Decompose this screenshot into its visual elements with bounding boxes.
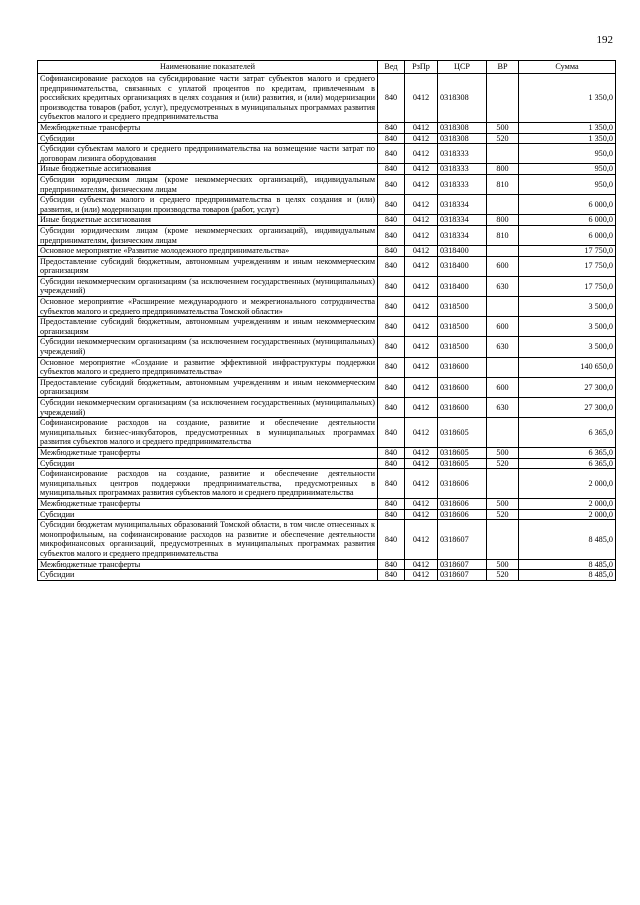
table-row [38, 317, 616, 337]
row-ved-cell: 840 [378, 215, 405, 226]
row-csr-cell: 0318308 [438, 133, 487, 144]
row-name-cell: Субсидии [38, 458, 378, 469]
row-csr-cell: 0318400 [438, 256, 487, 276]
row-sum-cell: 6 365,0 [519, 458, 616, 469]
row-vr-cell: 520 [487, 133, 519, 144]
row-sum-cell: 6 365,0 [519, 418, 616, 448]
row-vr-cell: 520 [487, 570, 519, 581]
row-rzpr-cell: 0412 [405, 317, 438, 337]
row-vr-cell: 500 [487, 559, 519, 570]
row-sum-cell: 1 350,0 [519, 74, 616, 123]
row-vr-cell: 500 [487, 447, 519, 458]
row-sum-cell: 8 485,0 [519, 559, 616, 570]
row-vr-cell: 500 [487, 498, 519, 509]
table-row [38, 337, 616, 357]
row-rzpr-cell: 0412 [405, 215, 438, 226]
row-ved-cell: 840 [378, 225, 405, 245]
row-sum-cell: 6 000,0 [519, 225, 616, 245]
table-row [38, 447, 616, 458]
row-ved-cell: 840 [378, 337, 405, 357]
row-csr-cell: 0318500 [438, 317, 487, 337]
row-sum-cell: 6 000,0 [519, 195, 616, 215]
table-row [38, 418, 616, 448]
row-vr-cell [487, 74, 519, 123]
row-vr-cell [487, 195, 519, 215]
table-row [38, 122, 616, 133]
table-row [38, 377, 616, 397]
row-sum-cell: 950,0 [519, 174, 616, 194]
row-name-cell: Субсидии [38, 133, 378, 144]
row-csr-cell: 0318605 [438, 447, 487, 458]
row-rzpr-cell: 0412 [405, 398, 438, 418]
row-ved-cell: 840 [378, 144, 405, 164]
header-sum: Сумма [519, 61, 616, 74]
row-vr-cell: 800 [487, 215, 519, 226]
row-vr-cell [487, 418, 519, 448]
row-ved-cell: 840 [378, 297, 405, 317]
row-rzpr-cell: 0412 [405, 570, 438, 581]
row-vr-cell: 810 [487, 174, 519, 194]
row-name-cell: Межбюджетные трансферты [38, 122, 378, 133]
row-name-cell: Предоставление субсидий бюджетным, автономным учреждениям и иным некоммерческим организациям [38, 377, 378, 397]
row-rzpr-cell: 0412 [405, 164, 438, 175]
row-name-cell: Субсидии некоммерческим организациям (за исключением государственных (муниципальных) учреждений) [38, 276, 378, 296]
row-sum-cell: 950,0 [519, 144, 616, 164]
row-rzpr-cell: 0412 [405, 174, 438, 194]
row-sum-cell: 17 750,0 [519, 256, 616, 276]
row-rzpr-cell: 0412 [405, 144, 438, 164]
row-sum-cell: 2 000,0 [519, 509, 616, 520]
row-rzpr-cell: 0412 [405, 74, 438, 123]
row-ved-cell: 840 [378, 509, 405, 520]
row-vr-cell: 520 [487, 509, 519, 520]
row-ved-cell: 840 [378, 559, 405, 570]
row-ved-cell: 840 [378, 164, 405, 175]
row-csr-cell: 0318400 [438, 246, 487, 257]
row-csr-cell: 0318308 [438, 74, 487, 123]
row-ved-cell: 840 [378, 377, 405, 397]
row-csr-cell: 0318605 [438, 418, 487, 448]
table-row [38, 458, 616, 469]
table-row [38, 509, 616, 520]
row-ved-cell: 840 [378, 246, 405, 257]
table-row [38, 256, 616, 276]
table-row [38, 520, 616, 559]
row-ved-cell: 840 [378, 418, 405, 448]
row-csr-cell: 0318600 [438, 377, 487, 397]
row-rzpr-cell: 0412 [405, 458, 438, 469]
row-rzpr-cell: 0412 [405, 357, 438, 377]
row-sum-cell: 8 485,0 [519, 520, 616, 559]
row-name-cell: Субсидии юридическим лицам (кроме некоммерческих организаций), индивидуальным предпринимателям, физическим лицам [38, 174, 378, 194]
row-vr-cell [487, 246, 519, 257]
row-vr-cell: 520 [487, 458, 519, 469]
row-ved-cell: 840 [378, 570, 405, 581]
row-name-cell: Межбюджетные трансферты [38, 498, 378, 509]
row-rzpr-cell: 0412 [405, 133, 438, 144]
table-row [38, 74, 616, 123]
row-name-cell: Субсидии некоммерческим организациям (за исключением государственных (муниципальных) учреждений) [38, 337, 378, 357]
header-vr: ВР [487, 61, 519, 74]
row-csr-cell: 0318605 [438, 458, 487, 469]
row-rzpr-cell: 0412 [405, 256, 438, 276]
row-rzpr-cell: 0412 [405, 122, 438, 133]
row-rzpr-cell: 0412 [405, 377, 438, 397]
row-rzpr-cell: 0412 [405, 520, 438, 559]
row-csr-cell: 0318607 [438, 520, 487, 559]
row-name-cell: Субсидии некоммерческим организациям (за исключением государственных (муниципальных) учреждений) [38, 398, 378, 418]
row-csr-cell: 0318606 [438, 469, 487, 499]
row-rzpr-cell: 0412 [405, 195, 438, 215]
row-sum-cell: 2 000,0 [519, 469, 616, 499]
row-name-cell: Субсидии [38, 509, 378, 520]
page-number: 192 [596, 34, 613, 46]
row-sum-cell: 27 300,0 [519, 398, 616, 418]
row-vr-cell: 810 [487, 225, 519, 245]
table-row [38, 195, 616, 215]
row-vr-cell: 600 [487, 377, 519, 397]
row-csr-cell: 0318500 [438, 297, 487, 317]
row-csr-cell: 0318334 [438, 215, 487, 226]
row-vr-cell: 600 [487, 317, 519, 337]
table-row [38, 215, 616, 226]
row-vr-cell: 630 [487, 398, 519, 418]
row-csr-cell: 0318334 [438, 225, 487, 245]
row-rzpr-cell: 0412 [405, 509, 438, 520]
row-sum-cell: 6 365,0 [519, 447, 616, 458]
row-sum-cell: 6 000,0 [519, 215, 616, 226]
row-csr-cell: 0318333 [438, 164, 487, 175]
row-csr-cell: 0318308 [438, 122, 487, 133]
table-row [38, 276, 616, 296]
row-sum-cell: 950,0 [519, 164, 616, 175]
row-ved-cell: 840 [378, 317, 405, 337]
row-rzpr-cell: 0412 [405, 469, 438, 499]
row-rzpr-cell: 0412 [405, 297, 438, 317]
row-name-cell: Софинансирование расходов на субсидирование части затрат субъектов малого и среднего предпринимательства, связанных с уплатой процентов по кредитам, привлеченным в российских кредитных организациях в целях создания и (или) развития, и (или) модернизации производства товаров (работ, услуг), предусмотренных в муниципальных программах развития субъектов малого и среднего предпринимательства [38, 74, 378, 123]
row-ved-cell: 840 [378, 276, 405, 296]
row-name-cell: Иные бюджетные ассигнования [38, 215, 378, 226]
row-vr-cell: 800 [487, 164, 519, 175]
row-sum-cell: 17 750,0 [519, 276, 616, 296]
row-csr-cell: 0318607 [438, 559, 487, 570]
table-row [38, 225, 616, 245]
table-row [38, 498, 616, 509]
budget-table [37, 60, 616, 581]
row-name-cell: Субсидии [38, 570, 378, 581]
row-ved-cell: 840 [378, 122, 405, 133]
row-csr-cell: 0318400 [438, 276, 487, 296]
row-csr-cell: 0318334 [438, 195, 487, 215]
header-ved: Вед [378, 61, 405, 74]
row-rzpr-cell: 0412 [405, 559, 438, 570]
row-name-cell: Субсидии юридическим лицам (кроме некоммерческих организаций), индивидуальным предпринимателям, физическим лицам [38, 225, 378, 245]
row-vr-cell: 600 [487, 256, 519, 276]
table-row [38, 297, 616, 317]
row-ved-cell: 840 [378, 133, 405, 144]
row-vr-cell: 500 [487, 122, 519, 133]
row-csr-cell: 0318606 [438, 509, 487, 520]
header-rzpr: РзПр [405, 61, 438, 74]
row-sum-cell: 3 500,0 [519, 297, 616, 317]
row-vr-cell [487, 144, 519, 164]
table-body [38, 74, 616, 581]
table-row [38, 144, 616, 164]
row-ved-cell: 840 [378, 469, 405, 499]
row-ved-cell: 840 [378, 447, 405, 458]
table-row [38, 174, 616, 194]
row-ved-cell: 840 [378, 357, 405, 377]
row-name-cell: Межбюджетные трансферты [38, 559, 378, 570]
row-rzpr-cell: 0412 [405, 337, 438, 357]
table-row [38, 469, 616, 499]
row-csr-cell: 0318333 [438, 174, 487, 194]
row-sum-cell: 3 500,0 [519, 337, 616, 357]
row-name-cell: Субсидии бюджетам муниципальных образований Томской области, в том числе отнесенных к монопрофильным, на софинансирование расходов на развитие и обеспечение деятельности микрофинансовых организаций, предусмотренных в муниципальных программах развития субъектов малого и среднего предпринимательства [38, 520, 378, 559]
row-sum-cell: 27 300,0 [519, 377, 616, 397]
row-rzpr-cell: 0412 [405, 276, 438, 296]
row-csr-cell: 0318606 [438, 498, 487, 509]
row-vr-cell [487, 469, 519, 499]
row-rzpr-cell: 0412 [405, 246, 438, 257]
row-ved-cell: 840 [378, 458, 405, 469]
row-vr-cell [487, 357, 519, 377]
row-rzpr-cell: 0412 [405, 498, 438, 509]
row-name-cell: Предоставление субсидий бюджетным, автономным учреждениям и иным некоммерческим организациям [38, 317, 378, 337]
row-name-cell: Иные бюджетные ассигнования [38, 164, 378, 175]
table-header-row [38, 61, 616, 74]
row-csr-cell: 0318500 [438, 337, 487, 357]
row-ved-cell: 840 [378, 195, 405, 215]
table-row [38, 398, 616, 418]
row-csr-cell: 0318600 [438, 357, 487, 377]
row-ved-cell: 840 [378, 174, 405, 194]
row-ved-cell: 840 [378, 498, 405, 509]
table-row [38, 559, 616, 570]
row-vr-cell [487, 297, 519, 317]
row-name-cell: Межбюджетные трансферты [38, 447, 378, 458]
row-sum-cell: 1 350,0 [519, 133, 616, 144]
row-csr-cell: 0318333 [438, 144, 487, 164]
row-ved-cell: 840 [378, 74, 405, 123]
row-sum-cell: 1 350,0 [519, 122, 616, 133]
table-row [38, 164, 616, 175]
row-name-cell: Субсидии субъектам малого и среднего предпринимательства на возмещение части затрат по договорам лизинга оборудования [38, 144, 378, 164]
header-name: Наименование показателей [38, 61, 378, 74]
table-row [38, 357, 616, 377]
row-sum-cell: 8 485,0 [519, 570, 616, 581]
row-sum-cell: 17 750,0 [519, 246, 616, 257]
row-vr-cell [487, 520, 519, 559]
row-name-cell: Основное мероприятие «Создание и развитие эффективной инфраструктуры поддержки субъектов малого и среднего предпринимательства» [38, 357, 378, 377]
row-vr-cell: 630 [487, 337, 519, 357]
header-csr: ЦСР [438, 61, 487, 74]
row-rzpr-cell: 0412 [405, 447, 438, 458]
row-ved-cell: 840 [378, 256, 405, 276]
row-rzpr-cell: 0412 [405, 418, 438, 448]
table-row [38, 570, 616, 581]
row-name-cell: Софинансирование расходов на создание, развитие и обеспечение деятельности муниципальных центров поддержки предпринимательства, предусмотренных в муниципальных программах развития субъектов малого и среднего предпринимательства [38, 469, 378, 499]
row-ved-cell: 840 [378, 520, 405, 559]
row-name-cell: Основное мероприятие «Развитие молодежного предпринимательства» [38, 246, 378, 257]
row-vr-cell: 630 [487, 276, 519, 296]
row-sum-cell: 140 650,0 [519, 357, 616, 377]
row-name-cell: Предоставление субсидий бюджетным, автономным учреждениям и иным некоммерческим организациям [38, 256, 378, 276]
row-ved-cell: 840 [378, 398, 405, 418]
row-name-cell: Субсидии субъектам малого и среднего предпринимательства в целях создания и (или) развития, и (или) модернизации производства товаров (работ, услуг) [38, 195, 378, 215]
row-name-cell: Основное мероприятие «Расширение международного и межрегионального сотрудничества субъектов малого и среднего предпринимательства Томской области» [38, 297, 378, 317]
row-sum-cell: 3 500,0 [519, 317, 616, 337]
row-sum-cell: 2 000,0 [519, 498, 616, 509]
table-row [38, 133, 616, 144]
table-row [38, 246, 616, 257]
row-csr-cell: 0318600 [438, 398, 487, 418]
row-rzpr-cell: 0412 [405, 225, 438, 245]
row-csr-cell: 0318607 [438, 570, 487, 581]
row-name-cell: Софинансирование расходов на создание, развитие и обеспечение деятельности муниципальных бизнес-инкубаторов, предусмотренных в муниципальных программах развития субъектов малого и среднего предпринимательства [38, 418, 378, 448]
